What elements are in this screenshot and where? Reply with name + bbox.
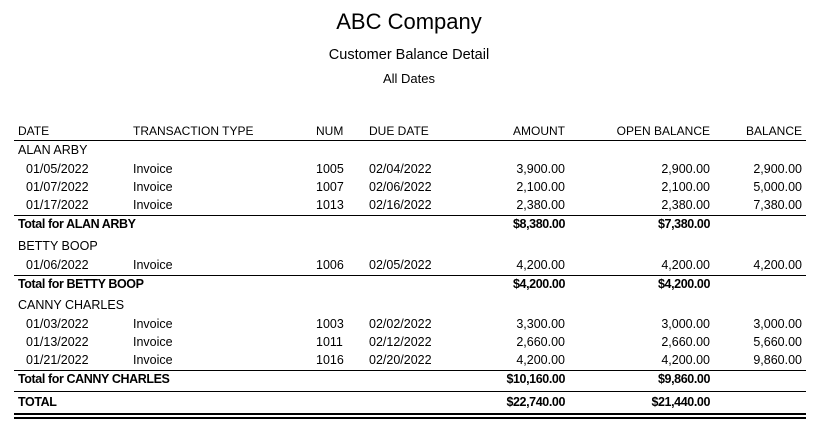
col-header-balance: BALANCE: [745, 124, 802, 138]
double-rule-bottom: [14, 417, 806, 419]
cell-date: 01/21/2022: [26, 353, 89, 367]
cell-open-balance: 4,200.00: [661, 353, 710, 367]
subtotal-open-balance: $7,380.00: [657, 217, 710, 231]
grand-total-amount: $22,740.00: [506, 395, 565, 409]
cell-due-date: 02/12/2022: [369, 335, 432, 349]
cell-due-date: 02/06/2022: [369, 180, 432, 194]
subtotal-rule: [14, 275, 806, 276]
cell-balance: 2,900.00: [753, 162, 802, 176]
cell-due-date: 02/20/2022: [369, 353, 432, 367]
customer-name: BETTY BOOP: [18, 239, 98, 253]
subtotal-rule: [14, 215, 806, 216]
cell-num: 1007: [316, 180, 344, 194]
cell-due-date: 02/04/2022: [369, 162, 432, 176]
cell-balance: 5,000.00: [753, 180, 802, 194]
col-header-amount: AMOUNT: [513, 124, 565, 138]
cell-date: 01/05/2022: [26, 162, 89, 176]
cell-amount: 3,900.00: [516, 162, 565, 176]
cell-date: 01/17/2022: [26, 198, 89, 212]
cell-num: 1016: [316, 353, 344, 367]
cell-type: Invoice: [133, 180, 173, 194]
col-header-date: DATE: [18, 124, 50, 138]
subtotal-rule: [14, 370, 806, 371]
cell-due-date: 02/05/2022: [369, 258, 432, 272]
cell-num: 1013: [316, 198, 344, 212]
total-rule: [14, 391, 806, 392]
subtotal-amount: $10,160.00: [506, 372, 565, 386]
cell-num: 1011: [316, 335, 343, 349]
cell-balance: 9,860.00: [753, 353, 802, 367]
cell-amount: 2,380.00: [516, 198, 565, 212]
subtotal-open-balance: $9,860.00: [657, 372, 710, 386]
cell-open-balance: 3,000.00: [661, 317, 710, 331]
col-header-transaction-type: TRANSACTION TYPE: [133, 124, 254, 138]
cell-type: Invoice: [133, 198, 173, 212]
cell-balance: 7,380.00: [753, 198, 802, 212]
cell-due-date: 02/16/2022: [369, 198, 432, 212]
subtotal-label: Total for CANNY CHARLES: [18, 372, 170, 386]
cell-amount: 2,100.00: [516, 180, 565, 194]
cell-num: 1005: [316, 162, 344, 176]
cell-due-date: 02/02/2022: [369, 317, 432, 331]
cell-type: Invoice: [133, 335, 173, 349]
customer-name: CANNY CHARLES: [18, 298, 125, 312]
report-title: Customer Balance Detail: [328, 47, 490, 63]
subtotal-amount: $8,380.00: [512, 217, 565, 231]
cell-open-balance: 2,100.00: [661, 180, 710, 194]
cell-num: 1006: [316, 258, 344, 272]
report-date-range: All Dates: [382, 71, 436, 86]
subtotal-amount: $4,200.00: [512, 277, 565, 291]
cell-num: 1003: [316, 317, 344, 331]
cell-type: Invoice: [133, 258, 173, 272]
cell-balance: 5,660.00: [753, 335, 802, 349]
header-rule: [14, 140, 806, 141]
col-header-num: NUM: [316, 124, 344, 138]
cell-type: Invoice: [133, 162, 173, 176]
cell-open-balance: 2,660.00: [661, 335, 710, 349]
cell-type: Invoice: [133, 353, 173, 367]
company-name: ABC Company: [336, 9, 482, 34]
grand-total-label: TOTAL: [18, 395, 57, 409]
cell-balance: 4,200.00: [753, 258, 802, 272]
col-header-open-balance: OPEN BALANCE: [616, 124, 710, 138]
cell-balance: 3,000.00: [753, 317, 802, 331]
cell-open-balance: 2,380.00: [661, 198, 710, 212]
grand-total-open-balance: $21,440.00: [651, 395, 710, 409]
cell-amount: 2,660.00: [516, 335, 565, 349]
double-rule-top: [14, 413, 806, 415]
subtotal-label: Total for BETTY BOOP: [18, 277, 144, 291]
cell-date: 01/06/2022: [26, 258, 89, 272]
cell-amount: 4,200.00: [516, 258, 565, 272]
subtotal-label: Total for ALAN ARBY: [18, 217, 136, 231]
col-header-due-date: DUE DATE: [369, 124, 429, 138]
cell-amount: 4,200.00: [516, 353, 565, 367]
cell-date: 01/07/2022: [26, 180, 89, 194]
cell-amount: 3,300.00: [516, 317, 565, 331]
subtotal-open-balance: $4,200.00: [657, 277, 710, 291]
cell-open-balance: 2,900.00: [661, 162, 710, 176]
customer-name: ALAN ARBY: [18, 143, 88, 157]
cell-open-balance: 4,200.00: [661, 258, 710, 272]
cell-date: 01/13/2022: [26, 335, 89, 349]
cell-type: Invoice: [133, 317, 173, 331]
cell-date: 01/03/2022: [26, 317, 89, 331]
